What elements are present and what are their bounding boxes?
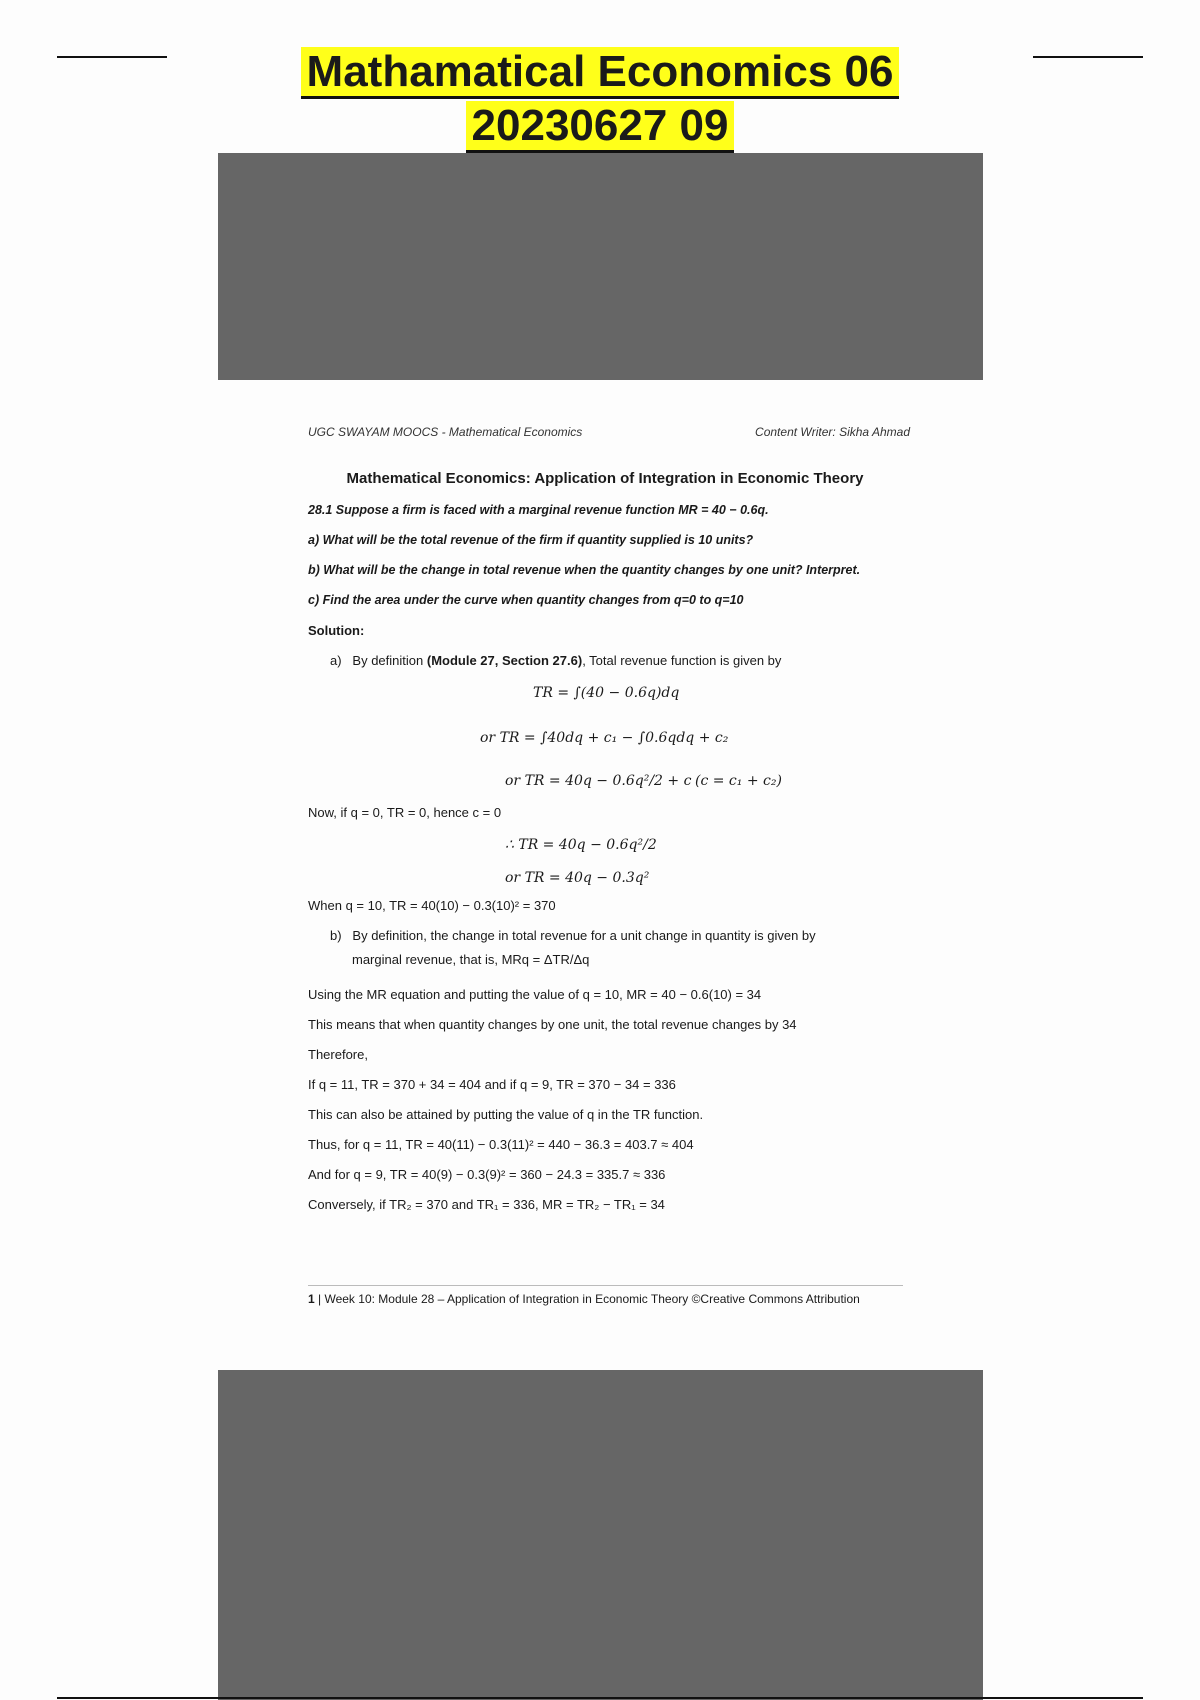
using-line: Using the MR equation and putting the value of q = 10, MR = 40 − 0.6(10) = 34 [308, 987, 762, 1002]
footer-divider [308, 1285, 903, 1286]
if-line: If q = 11, TR = 370 + 34 = 404 and if q = 9, TR = 370 − 34 = 336 [308, 1077, 676, 1092]
question-text: 28.1 Suppose a firm is faced with a marginal revenue function MR = 40 − 0.6q. [308, 503, 769, 517]
solution-a-marker: a) [330, 653, 342, 668]
solution-b-line-2: marginal revenue, that is, MRq = ΔTR/Δq [352, 952, 590, 967]
question-part-a: a) What will be the total revenue of the firm if quantity supplied is 10 units? [308, 533, 754, 547]
solution-a-reference: (Module 27, Section 27.6) [426, 653, 583, 668]
document-page [300, 380, 910, 1335]
equation-1: TR = ∫(40 − 0.6q)dq [533, 685, 680, 701]
document-title: Mathematical Economics: Application of Integration in Economic Theory [346, 470, 864, 487]
video-title-text-1: Mathamatical Economics 06 [301, 47, 900, 99]
footer-text: | Week 10: Module 28 – Application of Integration in Economic Theory ©Creative Commons Attribution [314, 1292, 860, 1306]
therefore-line: Therefore, [308, 1047, 368, 1062]
equation-2: or TR = ∫40dq + c₁ − ∫0.6qdq + c₂ [480, 730, 729, 746]
means-line: This means that when quantity changes by one unit, the total revenue changes by 34 [308, 1017, 797, 1032]
attain-line: This can also be attained by putting the value of q in the TR function. [308, 1107, 704, 1122]
video-title-line-2 [0, 100, 1200, 152]
equation-4: ∴ TR = 40q − 0.6q²/2 [505, 837, 657, 853]
equation-3: or TR = 40q − 0.6q²/2 + c [505, 773, 692, 789]
solution-b-line [330, 928, 816, 943]
question-part-b: b) What will be the change in total revenue when the quantity changes by one unit? Interpret. [308, 563, 861, 577]
conversely-line: Conversely, if TR₂ = 370 and TR₁ = 336, MR = TR₂ − TR₁ = 34 [308, 1197, 665, 1212]
bottom-gray-panel [218, 1370, 983, 1700]
solution-b-text: By definition, the change in total revenue for a unit change in quantity is given by [352, 928, 816, 943]
page-header-left: UGC SWAYAM MOOCS - Mathematical Economics [308, 425, 583, 439]
when-line: When q = 10, TR = 40(10) − 0.3(10)² = 370 [308, 898, 556, 913]
page-number: 1 [308, 1292, 315, 1306]
page-header-right: Content Writer: Sikha Ahmad [755, 425, 910, 439]
video-title-text-2: 20230627 09 [466, 101, 735, 153]
now-line: Now, if q = 0, TR = 0, hence c = 0 [308, 805, 502, 820]
solution-label: Solution: [308, 623, 365, 638]
equation-5: or TR = 40q − 0.3q² [505, 870, 650, 886]
solution-a-text: By definition [352, 653, 424, 668]
solution-a-line [330, 653, 781, 668]
equation-3-note: (c = c₁ + c₂) [695, 773, 782, 789]
page-footer [308, 1292, 860, 1306]
bottom-divider [57, 1697, 1143, 1699]
thus-line: Thus, for q = 11, TR = 40(11) − 0.3(11)² = 440 − 36.3 = 403.7 ≈ 404 [308, 1137, 694, 1152]
and-line: And for q = 9, TR = 40(9) − 0.3(9)² = 360 − 24.3 = 335.7 ≈ 336 [308, 1167, 666, 1182]
top-gray-panel [218, 153, 983, 380]
solution-a-text-end: , Total revenue function is given by [582, 653, 782, 668]
question-part-c: c) Find the area under the curve when quantity changes from q=0 to q=10 [308, 593, 744, 607]
video-title-line-1 [0, 46, 1200, 98]
solution-b-marker: b) [330, 928, 342, 943]
